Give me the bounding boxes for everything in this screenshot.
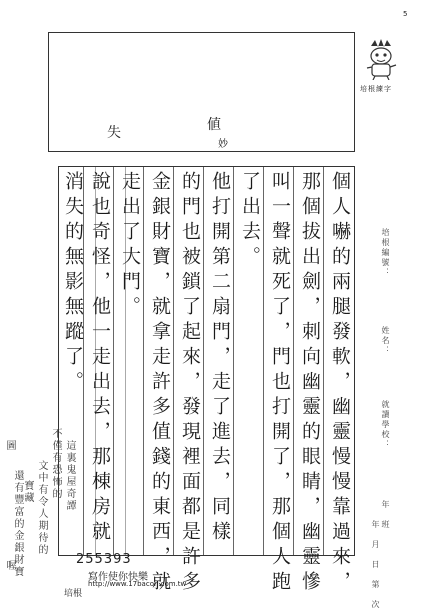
grid-line (323, 167, 324, 555)
grid-line (113, 167, 114, 555)
essay-column: 走出了大門。 (119, 171, 141, 321)
school-label: 就讀學校： (381, 400, 390, 450)
teacher-comment: 圖 (4, 440, 15, 452)
student-id-label: 培根編號： (381, 228, 390, 278)
essay-column: 了出去。 (239, 171, 261, 271)
grid-line (203, 167, 204, 555)
comment-box (48, 32, 355, 152)
essay-column: 說也奇怪，他一走出去，那棟房就 (89, 171, 111, 546)
teacher-comment: 喔 (4, 560, 15, 572)
comment-note: 値 (207, 117, 221, 133)
teacher-comment: 還有豐富的金銀財寶 (12, 470, 23, 578)
teacher-comment: 這裏鬼屋奇譚 (64, 440, 75, 512)
grid-line (293, 167, 294, 555)
grid-line (233, 167, 234, 555)
website-url: http://www.17bacon.com.tw (88, 580, 187, 588)
grid-line (143, 167, 144, 555)
comment-note: 失 (107, 125, 121, 141)
mascot-logo-icon (363, 38, 399, 80)
essay-column: 的門也被鎖了起來，發現裡面都是許多 (179, 171, 201, 596)
teacher-comment: 寶藏 (22, 480, 33, 504)
essay-column: 個人嚇的兩腿發軟，幽靈慢慢靠過來， (329, 171, 351, 596)
name-label: 姓名： (381, 326, 390, 356)
brand-label: 培根 (64, 589, 83, 599)
corner-mark: 5 (403, 10, 408, 18)
page-code: 255393 (76, 552, 132, 567)
grade-label: 年 班 (381, 500, 390, 530)
essay-column: 那個拔出劍，刺向幽靈的眼睛，幽靈慘 (299, 171, 321, 596)
slogan: 寫作使你快樂 (88, 572, 148, 583)
essay-column: 他打開第二扇門，走了進去，同樣 (209, 171, 231, 546)
essay-column: 金銀財寶，就拿走許多值錢的東西，就 (149, 171, 171, 596)
essay-column: 消失的無影無蹤了。 (62, 171, 84, 396)
teacher-comment: 文中有令人期待的 (36, 460, 47, 556)
grid-line (173, 167, 174, 555)
date-label: 年 月 日 第 次 (371, 520, 380, 610)
comment-note: 妙 (218, 139, 228, 150)
teacher-comment: 不僅有恐怖的 (50, 428, 61, 500)
grid-line (263, 167, 264, 555)
essay-column: 叫一聲就死了，門也打開了，那個人跑 (269, 171, 291, 596)
mascot-label: 培根練字 (360, 85, 392, 93)
